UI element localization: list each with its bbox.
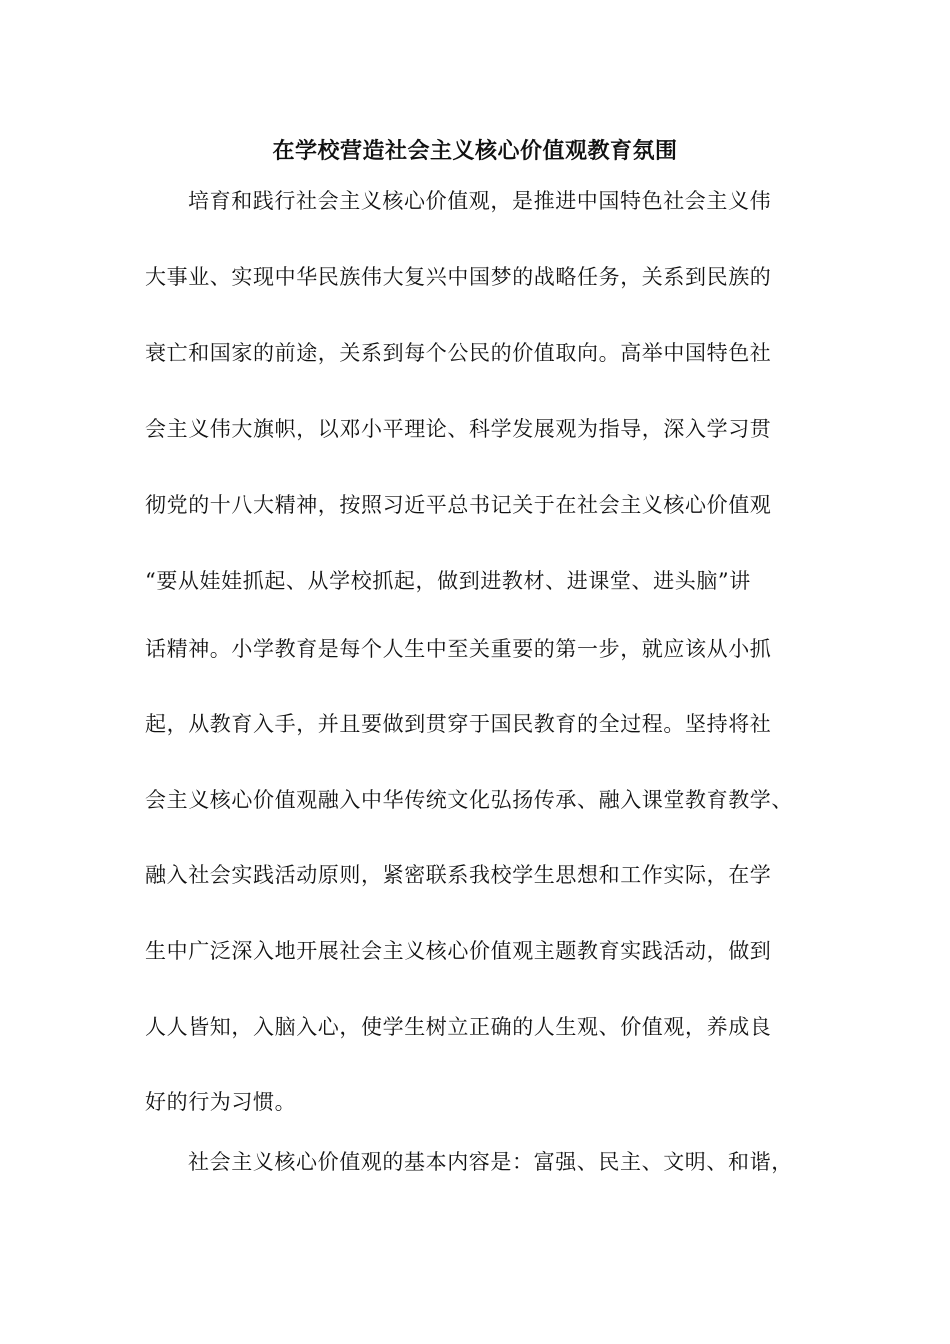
paragraph-1-line-9: 会主义核心价值观融入中华传统文化弘扬传承、融入课堂教育教学、 [145, 788, 793, 812]
paragraph-1-line-11: 生中广泛深入地开展社会主义核心价值观主题教育实践活动，做到 [145, 939, 772, 963]
paragraph-1-line-6: “要从娃娃抓起、从学校抓起，做到进教材、进课堂、进头脑”讲 [145, 569, 751, 593]
paragraph-1-line-4: 会主义伟大旗帜，以邓小平理论、科学发展观为指导，深入学习贯 [145, 417, 772, 441]
paragraph-1-line-3: 衰亡和国家的前途，关系到每个公民的价值取向。高举中国特色社 [145, 341, 772, 365]
document-title: 在学校营造社会主义核心价值观教育氛围 [272, 139, 678, 164]
paragraph-1-line-12: 人人皆知，入脑入心，使学生树立正确的人生观、价值观，养成良 [145, 1015, 772, 1039]
paragraph-1-line-10: 融入社会实践活动原则，紧密联系我校学生思想和工作实际，在学 [145, 863, 772, 887]
paragraph-1-line-1: 培育和践行社会主义核心价值观，是推进中国特色社会主义伟 [188, 189, 772, 213]
paragraph-1-line-13: 好的行为习惯。 [145, 1090, 297, 1114]
paragraph-1-line-2: 大事业、实现中华民族伟大复兴中国梦的战略任务，关系到民族的 [145, 265, 772, 289]
paragraph-1-line-5: 彻党的十八大精神，按照习近平总书记关于在社会主义核心价值观 [145, 493, 772, 517]
paragraph-1-line-7: 话精神。小学教育是每个人生中至关重要的第一步，就应该从小抓 [145, 637, 772, 661]
paragraph-1-line-8: 起，从教育入手，并且要做到贯穿于国民教育的全过程。坚持将社 [145, 712, 772, 736]
paragraph-2-line-1: 社会主义核心价值观的基本内容是：富强、民主、文明、和谐， [188, 1150, 793, 1174]
